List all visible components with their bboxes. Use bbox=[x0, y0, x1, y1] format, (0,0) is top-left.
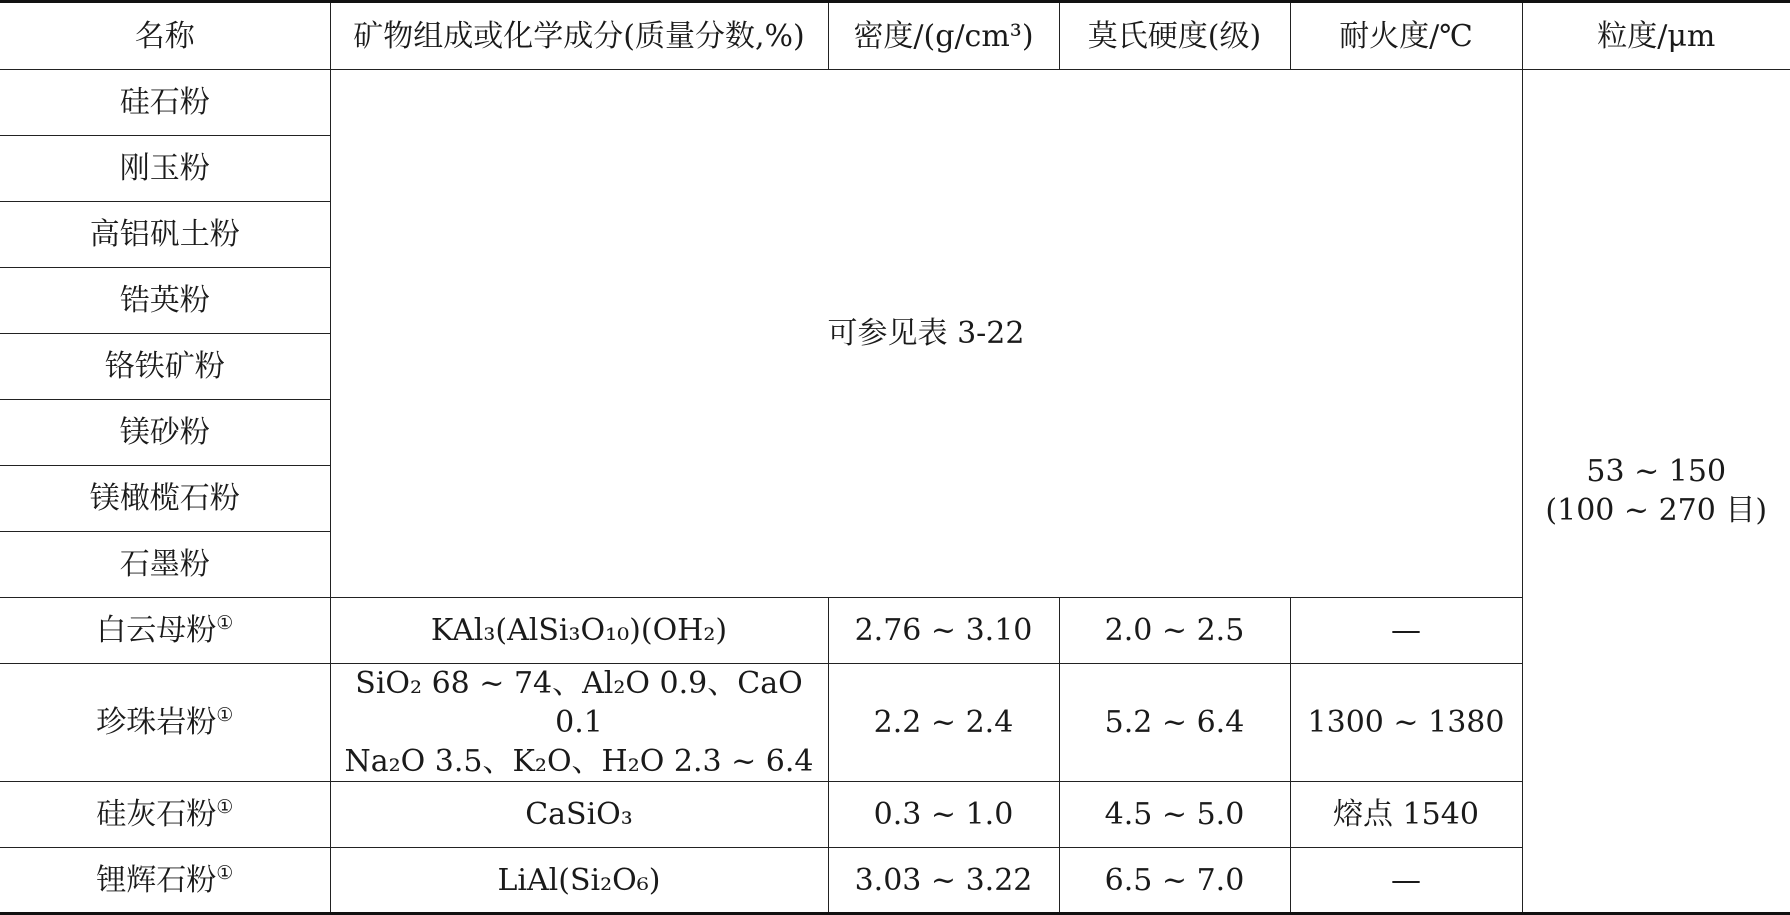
row-name: 硅石粉 bbox=[0, 70, 330, 136]
granularity-cell bbox=[1522, 70, 1790, 914]
granularity-mesh: (100 ~ 270 目) bbox=[1545, 493, 1768, 528]
footnote-marker: ① bbox=[216, 612, 234, 634]
row-name bbox=[0, 664, 330, 782]
row-density: 2.2 ~ 2.4 bbox=[828, 664, 1059, 782]
footnote-marker: ① bbox=[216, 704, 234, 726]
header-density: 密度/(g/cm³) bbox=[828, 2, 1059, 70]
table-row bbox=[0, 598, 1790, 664]
row-density: 0.3 ~ 1.0 bbox=[828, 782, 1059, 848]
composition-line: Na₂O 3.5、K₂O、H₂O 2.3 ~ 6.4 bbox=[344, 744, 814, 779]
header-hardness: 莫氏硬度(级) bbox=[1059, 2, 1290, 70]
row-name: 石墨粉 bbox=[0, 532, 330, 598]
row-hardness: 2.0 ~ 2.5 bbox=[1059, 598, 1290, 664]
header-refractoriness: 耐火度/℃ bbox=[1290, 2, 1522, 70]
row-name bbox=[0, 782, 330, 848]
row-name bbox=[0, 848, 330, 914]
row-refractoriness: — bbox=[1290, 598, 1522, 664]
row-composition bbox=[330, 664, 828, 782]
row-refractoriness: 1300 ~ 1380 bbox=[1290, 664, 1522, 782]
header-composition: 矿物组成或化学成分(质量分数,%) bbox=[330, 2, 828, 70]
footnote-marker: ① bbox=[216, 861, 234, 884]
table-row bbox=[0, 848, 1790, 914]
row-composition: CaSiO₃ bbox=[330, 782, 828, 848]
row-name bbox=[0, 598, 330, 664]
row-density: 3.03 ~ 3.22 bbox=[828, 848, 1059, 914]
row-name-text: 锂辉石粉 bbox=[96, 862, 217, 898]
header-name: 名称 bbox=[0, 2, 330, 70]
merged-reference-cell bbox=[330, 70, 1522, 598]
table-row bbox=[0, 70, 1790, 136]
row-name: 镁橄榄石粉 bbox=[0, 466, 330, 532]
row-name-text: 硅灰石粉 bbox=[96, 797, 217, 832]
row-name: 刚玉粉 bbox=[0, 136, 330, 202]
row-composition: LiAl(Si₂O₆) bbox=[330, 848, 828, 914]
row-name: 锆英粉 bbox=[0, 268, 330, 334]
header-granularity: 粒度/μm bbox=[1522, 2, 1790, 70]
row-refractoriness: — bbox=[1290, 848, 1522, 914]
row-density: 2.76 ~ 3.10 bbox=[828, 598, 1059, 664]
row-hardness: 6.5 ~ 7.0 bbox=[1059, 848, 1290, 914]
table-row bbox=[0, 782, 1790, 848]
row-refractoriness: 熔点 1540 bbox=[1290, 782, 1522, 848]
header-row bbox=[0, 2, 1790, 70]
row-hardness: 4.5 ~ 5.0 bbox=[1059, 782, 1290, 848]
table-row bbox=[0, 664, 1790, 782]
row-name: 镁砂粉 bbox=[0, 400, 330, 466]
footnote-marker: ① bbox=[216, 796, 234, 818]
row-name-text: 白云母粉 bbox=[96, 613, 217, 648]
row-composition: KAl₃(AlSi₃O₁₀)(OH₂) bbox=[330, 598, 828, 664]
row-hardness: 5.2 ~ 6.4 bbox=[1059, 664, 1290, 782]
granularity-range: 53 ~ 150 bbox=[1586, 454, 1727, 489]
row-name-text: 珍珠岩粉 bbox=[96, 705, 217, 740]
row-name: 高铝矾土粉 bbox=[0, 202, 330, 268]
reference-note: 可参见表 3-22 bbox=[827, 316, 1025, 351]
row-name: 铬铁矿粉 bbox=[0, 334, 330, 400]
composition-line: SiO₂ 68 ~ 74、Al₂O 0.9、CaO 0.1 bbox=[355, 666, 803, 740]
